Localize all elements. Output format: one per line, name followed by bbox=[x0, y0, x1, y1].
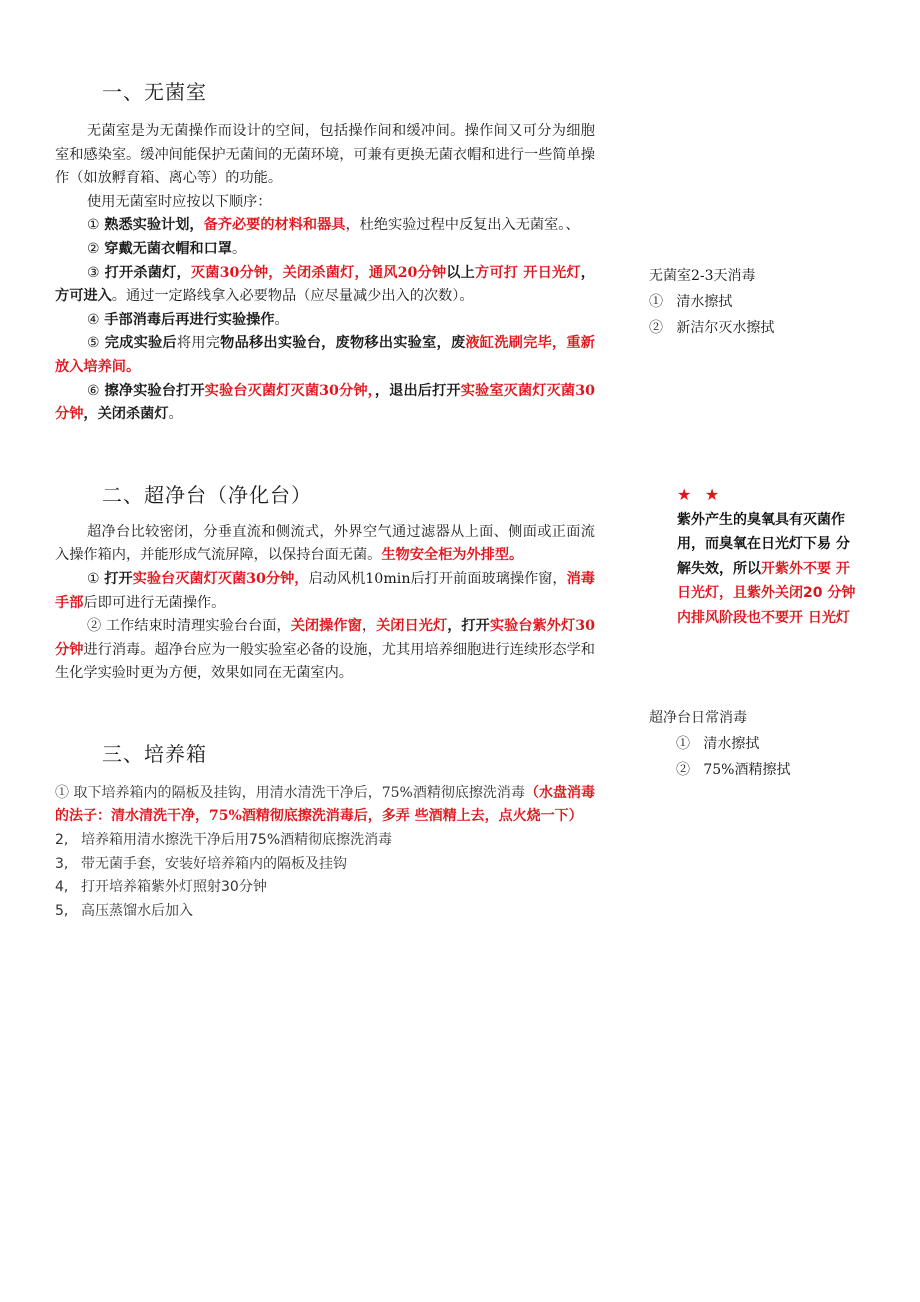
section1-step5: ⑤ 完成实验后将用完物品移出实验台，废物移出实验室，废液缸洗刷完毕，重新放入培养间。 bbox=[55, 335, 595, 375]
section1-intro: 无菌室是为无菌操作而设计的空间，包括操作间和缓冲间。操作间又可分为细胞室和感染室。缓冲间能保护无菌间的无菌环境，可兼有更换无菌衣帽和进行一些简单操作（如放孵育箱、离心等）的功能。 bbox=[55, 123, 595, 187]
section3-item2: 2, 培养箱用清水擦洗干净后用75%酒精彻底擦洗消毒 bbox=[55, 832, 393, 849]
section2-intro: 超净台比较密闭，分垂直流和侧流式，外界空气通过滤器从上面、侧面或正面流入操作箱内，并能形成气流屏障，以保持台面无菌。生物安全柜为外排型。 bbox=[55, 523, 595, 564]
section3-item1: ① 取下培养箱内的隔板及挂钩，用清水清洗干净后，75%酒精彻底擦洗消毒（水盘消毒的法子：清水清洗干净，75%酒精彻底擦洗消毒后，多弄 些酒精上去，点火烧一下） bbox=[55, 784, 595, 825]
section1-title: 一、无菌室 bbox=[102, 80, 207, 104]
section1-step6: ⑥ 擦净实验台打开实验台灭菌灯灭菌30分钟，，退出后打开实验室灭菌灯灭菌30分钟，关闭杀菌灯。 bbox=[55, 382, 595, 423]
side1-title: 无菌室2-3天消毒 bbox=[649, 268, 756, 284]
side-note-cleanroom bbox=[649, 263, 774, 341]
side1-item2: ② 新洁尔灭水擦拭 bbox=[649, 320, 775, 336]
section3-item5: 5, 高压蒸馏水后加入 bbox=[55, 902, 193, 919]
side2-title: 超净台日常消毒 bbox=[649, 710, 747, 726]
section1-step2: ② 穿戴无菌衣帽和口罩。 bbox=[87, 240, 247, 257]
section1-step4: ④ 手部消毒后再进行实验操作。 bbox=[87, 311, 289, 328]
section1-step3: ③ 打开杀菌灯，灭菌30分钟，关闭杀菌灯，通风20分钟以上方可打 开日光灯，方可进入。通过一定路线拿入必要物品（应尽量减少出入的次数）。 bbox=[55, 264, 595, 305]
main-content bbox=[55, 74, 595, 923]
side-note-cleanbench bbox=[649, 705, 790, 783]
section3-item3: 3, 带无菌手套，安装好培养箱内的隔板及挂钩 bbox=[55, 855, 347, 872]
side1-item1: ① 清水擦拭 bbox=[649, 294, 733, 310]
section2-step2: ② 工作结束时清理实验台台面，关闭操作窗，关闭日光灯，打开实验台紫外灯30分钟进行消毒。超净台应为一般实验室必备的设施，尤其用培养细胞进行连续形态学和生化学实验时更为方便，效果如同在无菌室内。 bbox=[55, 618, 595, 682]
star-icon: ★ ★ bbox=[677, 485, 724, 504]
section3-item4: 4, 打开培养箱紫外灯照射30分钟 bbox=[55, 879, 267, 896]
section2-title: 二、超净台（净化台） bbox=[102, 482, 312, 507]
side2-item2: ② 75%酒精擦拭 bbox=[676, 762, 791, 778]
section3-title: 三、培养箱 bbox=[102, 741, 207, 766]
side-note-ozone: ★ ★ 紫外产生的臭氧具有灭菌作用，而臭氧在日光灯下易 分解失效，所以开紫外不要 开日光灯，且紫外关闭20 分钟内排风阶段也不要开 日光灯 bbox=[677, 483, 863, 648]
side2-item1: ① 清水擦拭 bbox=[676, 736, 760, 752]
section1-step1: ① 熟悉实验计划，备齐必要的材料和器具，杜绝实验过程中反复出入无菌室。、 bbox=[87, 217, 580, 234]
section2-step1: ① 打开实验台灭菌灯灭菌30分钟，启动风机10min后打开前面玻璃操作窗，消毒手部后即可进行无菌操作。 bbox=[55, 570, 595, 611]
section1-order-intro: 使用无菌室时应按以下顺序： bbox=[87, 193, 272, 210]
